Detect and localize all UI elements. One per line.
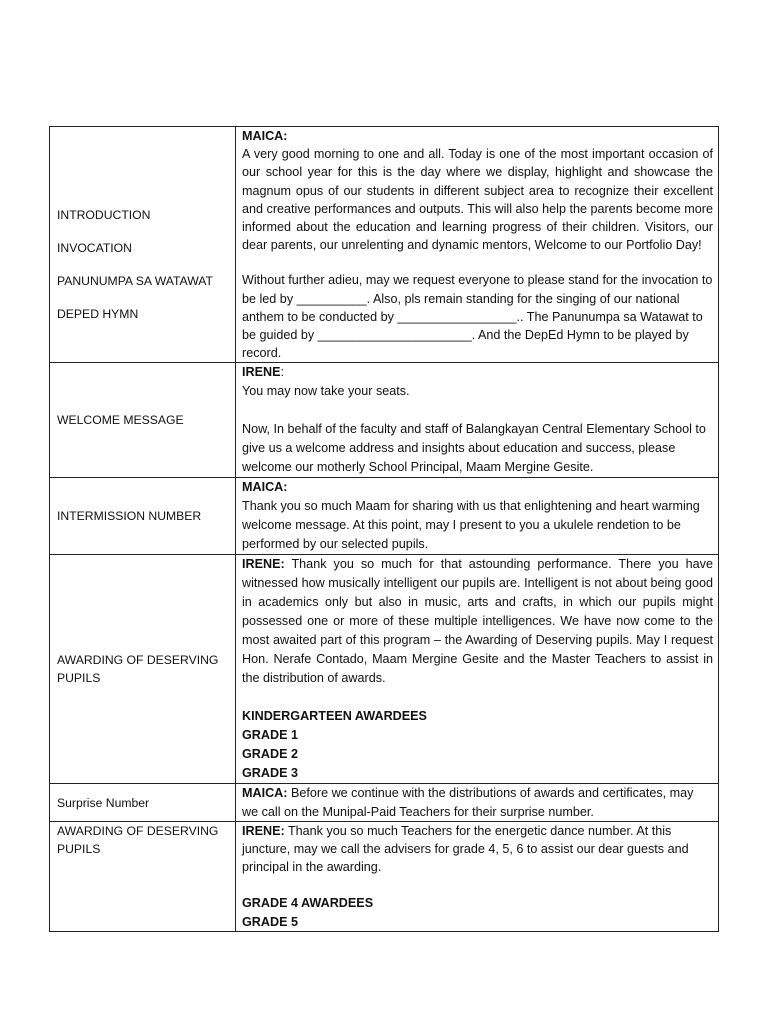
segment-cell [50,555,236,784]
script-paragraph: Without further adieu, may we request everyone to please stand for the invocation to be led by __________. Also, pls remain standing for the singing of our national anthem to be conducted by _________________.. The Panunumpa sa Watawat to be guided by ______________________. And the DepEd Hymn to be played by record. [242,273,713,361]
awardee-group: GRADE 1 [242,728,298,743]
segment-label: DEPED HYMN [57,307,139,322]
segment-cell [50,478,236,555]
segment-cell [50,784,236,821]
script-paragraph: Before we continue with the distributions of awards and certificates, may we call on the Munipal-Paid Teachers for their surprise number. [242,786,694,819]
table-row [50,363,719,478]
speaker-name: MAICA: [242,129,288,143]
script-paragraph: Thank you so much Maam for sharing with us that enlightening and heart warming welcome message. At this point, may I present to you a ukulele rendetion to be performed by our selected pupils. [242,499,700,552]
script-cell [236,821,719,931]
script-cell [236,127,719,363]
segment-label: AWARDING OF DESERVING PUPILS [57,653,219,686]
speaker-name: IRENE: [242,557,285,572]
table-row [50,478,719,555]
program-script-table [49,126,719,932]
segment-label: INVOCATION [57,241,132,256]
segment-label: INTERMISSION NUMBER [57,509,202,524]
script-paragraph: A very good morning to one and all. Today is one of the most important occasion of our school year for this is the day where we display, highlight and showcase the magnum opus of our students in different subject area to recognize their excellent and creative performances and outputs. This will also help the parents become more informed about the education and learning progress of their children. Visitors, our dear parents, our unrelenting and dynamic mentors, Welcome to our Portfolio Day! [242,147,713,253]
speaker-name: MAICA: [242,786,288,801]
speaker-name: IRENE: [242,823,285,838]
table-row [50,784,719,821]
table-row [50,821,719,931]
script-paragraph: You may now take your seats. [242,384,410,399]
script-paragraph: Thank you so much for that astounding performance. There you have witnessed how musically intelligent our pupils are. Intelligent is not about being good in academics only but also in music, arts and crafts, in which our pupils might possessed one or more of these multiple intelligences. We have now come to the most awaited part of this program – the Awarding of Deserving pupils. May I request Hon. Nerafe Contado, Maam Mergine Gesite and the Master Teachers to assist in the distribution of awards. [242,557,713,686]
awardee-group: GRADE 4 AWARDEES [242,896,374,911]
script-paragraph: Now, In behalf of the faculty and staff of Balangkayan Central Elementary School to give us a welcome address and insights about education and success, please welcome our motherly School Principal, Maam Mergine Gesite. [242,422,706,475]
awardee-group: GRADE 3 [242,766,298,781]
speaker-name: IRENE [242,365,281,380]
speaker-name: MAICA: [242,480,288,495]
segment-label: WELCOME MESSAGE [57,413,184,428]
table-row [50,555,719,784]
segment-label: PANUNUMPA SA WATAWAT [57,274,213,289]
awardee-group: GRADE 5 [242,914,298,929]
segment-label: INTRODUCTION [57,208,151,223]
script-cell [236,555,719,784]
segment-cell [50,821,236,931]
segment-cell [50,363,236,478]
script-cell [236,784,719,821]
table-row [50,127,719,363]
awardee-group: GRADE 2 [242,747,298,762]
script-cell [236,363,719,478]
script-cell [236,478,719,555]
segment-label: AWARDING OF DESERVING PUPILS [57,823,219,856]
segment-label: Surprise Number [57,795,150,810]
segment-cell [50,127,236,363]
script-paragraph: Thank you so much Teachers for the energetic dance number. At this juncture, may we call the advisers for grade 4, 5, 6 to assist our dear guests and principal in the awarding. [242,823,689,875]
speaker-suffix: : [280,365,284,380]
awardee-group: KINDERGARTEEN AWARDEES [242,709,427,724]
